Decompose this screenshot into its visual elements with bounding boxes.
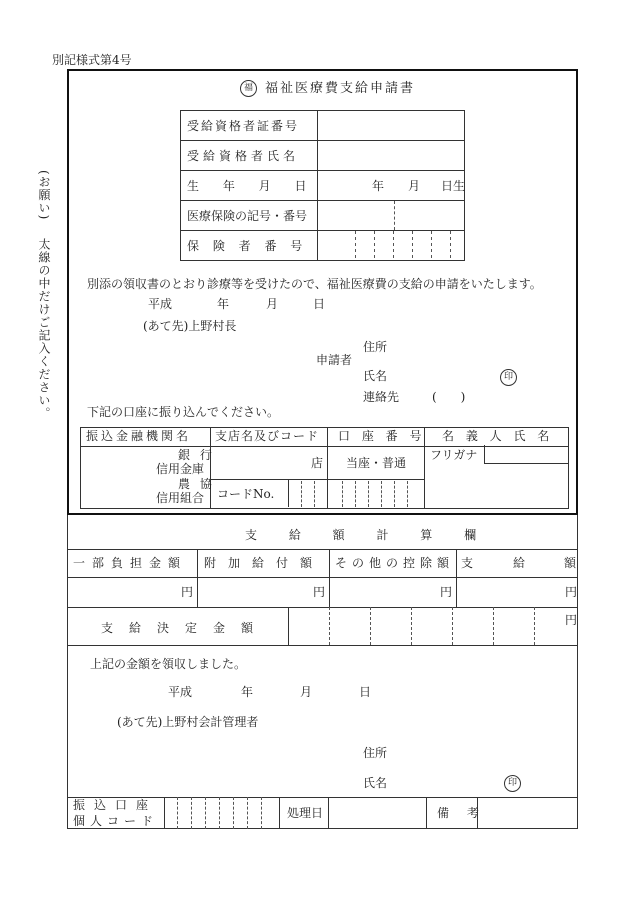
bank-table: [80, 427, 569, 509]
insurance-divider: [394, 201, 395, 230]
birth-year-label: 年: [372, 179, 385, 193]
insurance-no-field[interactable]: [318, 201, 465, 231]
name-label: 受給資格者氏名: [181, 141, 318, 171]
applicant-label: 申請者: [316, 353, 353, 367]
processing-date-label: 処理日: [287, 806, 324, 820]
yen-1: 円: [181, 585, 194, 599]
receipt-year: 年: [241, 685, 254, 699]
partial-burden-header: 一部負担金額: [73, 556, 188, 570]
form-number: 別記様式第4号: [52, 53, 132, 67]
branch-suffix: 店: [311, 456, 324, 470]
name-field[interactable]: [318, 141, 465, 171]
payment-header-c: 額: [564, 556, 577, 570]
applicant-seal-icon: 印: [500, 369, 517, 386]
branch-header: 支店名及びコード: [215, 429, 320, 443]
applicant-contact-paren: ( ): [432, 390, 466, 404]
payment-header-b: 給: [513, 556, 526, 570]
footer-furikomi-label: 振込口座: [73, 798, 158, 812]
insurer-digit-dividers: [337, 231, 457, 260]
applicant-contact-label: 連絡先: [363, 390, 400, 404]
holder-name-header: 名 義 人 氏 名: [442, 429, 550, 443]
receipt-seal-icon: 印: [504, 775, 521, 792]
footer-kojin-label: 個人コード: [73, 814, 159, 828]
insurance-no-label: 医療保険の記号・番号: [181, 201, 318, 231]
remarks-label: 備 考: [437, 806, 479, 820]
yen-3: 円: [440, 585, 453, 599]
bank-name-header: 振込金融機関名: [86, 429, 192, 443]
calc-title: 支 給 額 計 算 欄: [245, 528, 477, 542]
cert-no-field[interactable]: [318, 111, 465, 141]
other-deduction-header: その他の控除額: [335, 556, 455, 570]
yen-4: 円: [565, 585, 578, 599]
applicant-address-label: 住所: [363, 340, 388, 354]
side-note-instruction: 太線の中だけご記入ください。: [37, 238, 51, 420]
birth-label: 生 年 月 日: [181, 171, 318, 201]
bank-option-shinkumi[interactable]: 信用組合: [156, 491, 205, 505]
bank-option-nokyo[interactable]: 農 協: [178, 477, 212, 491]
receipt-text: 上記の金額を領収しました。: [90, 657, 247, 671]
insurer-no-label: 保 険 者 番 号: [181, 231, 318, 261]
yen-decision: 円: [565, 613, 578, 627]
account-type[interactable]: 当座・普通: [346, 456, 407, 470]
payment-header-a: 支: [461, 556, 474, 570]
receipt-month: 月: [300, 685, 313, 699]
bank-option-bank[interactable]: 銀 行: [178, 448, 212, 462]
branch-code-label: コードNo.: [217, 487, 275, 501]
additional-benefit-header: 附加給付額: [204, 556, 325, 570]
title-seal-icon: 福: [240, 80, 257, 97]
receipt-address-label: 住所: [363, 746, 388, 760]
date-month: 月: [266, 297, 279, 311]
page-title: 福祉医療費支給申請書: [265, 81, 416, 96]
furigana-label: フリガナ: [430, 448, 478, 462]
cert-no-label: 受給資格者証番号: [181, 111, 318, 141]
decision-amount-label: 支給決定金額: [101, 621, 270, 635]
insurer-no-field[interactable]: [318, 231, 465, 261]
calc-header-row: [67, 549, 578, 577]
recipient-info-table: [180, 110, 465, 261]
receipt-era: 平成: [168, 685, 193, 699]
application-statement: 別添の領収書のとおり診療等を受けたので、福祉医療費の支給の申請をいたします。: [87, 277, 542, 291]
receipt-addressee: (あて先)上野村会計管理者: [117, 715, 259, 729]
side-note-request: (お願い): [37, 170, 51, 221]
birth-field[interactable]: [318, 171, 465, 201]
yen-2: 円: [313, 585, 326, 599]
addressee: (あて先)上野村長: [143, 319, 237, 333]
date-era: 平成: [148, 297, 173, 311]
bank-intro: 下記の口座に振り込んでください。: [87, 405, 280, 419]
birth-day-label: 日生: [441, 179, 466, 193]
receipt-name-label: 氏名: [363, 776, 388, 790]
birth-month-label: 月: [408, 179, 421, 193]
date-year: 年: [217, 297, 230, 311]
applicant-name-label: 氏名: [363, 369, 388, 383]
account-no-header: 口 座 番 号: [338, 429, 422, 443]
date-day: 日: [313, 297, 326, 311]
receipt-day: 日: [359, 685, 372, 699]
bank-option-shinkin[interactable]: 信用金庫: [156, 462, 205, 476]
